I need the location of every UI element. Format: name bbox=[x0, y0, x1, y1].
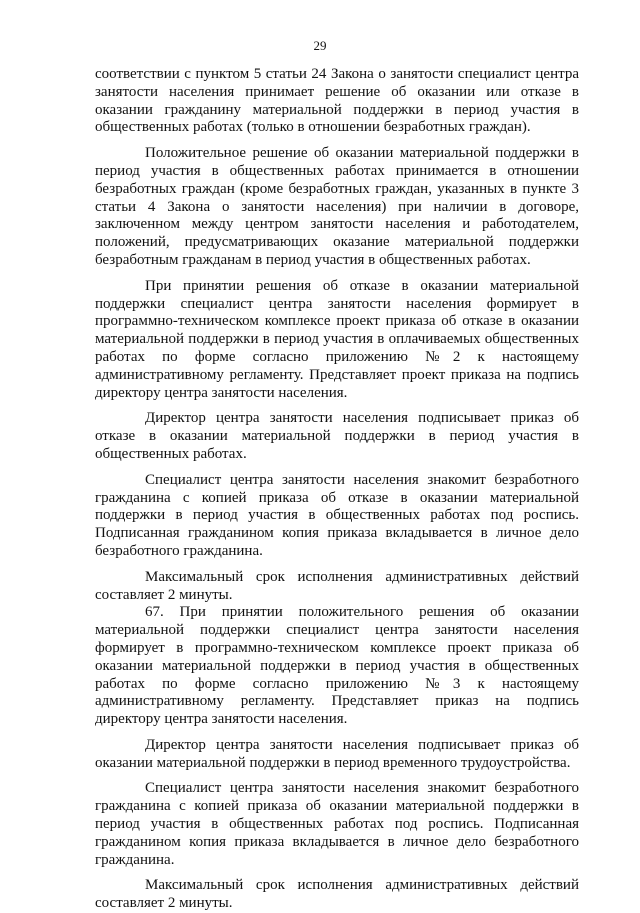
paragraph: Максимальный срок исполнения административных действий составляет 2 минуты. bbox=[95, 568, 579, 603]
paragraph: При принятии решения об отказе в оказании материальной поддержки специалист центра занятости населения формирует в программно-техническом комплексе проект приказа об отказе в оказании материальной поддержки в период участия в оплачиваемых общественных работах по форме согласно приложению №2 к настоящему административному регламенту. Представляет проект приказа на подпись директору центра занятости населения. bbox=[95, 277, 579, 401]
paragraph: Директор центра занятости населения подписывает приказ об оказании материальной поддержки в период временного трудоустройства. bbox=[95, 736, 579, 771]
paragraph: Максимальный срок исполнения административных действий составляет 2 минуты. bbox=[95, 877, 579, 912]
paragraph: Специалист центра занятости населения знакомит безработного гражданина с копией приказа об оказании материальной поддержки в период участия в общественных работах под роспись. Подписанная гражданином копия приказа вкладывается в личное дело безработного гражданина. bbox=[95, 780, 579, 868]
page-number: 29 bbox=[313, 38, 327, 53]
paragraph: Специалист центра занятости населения знакомит безработного гражданина с копией приказа об отказе в оказании материальной поддержки в период участия в общественных работах под роспись. Подписанная гражданином копия приказа вкладывается в личное дело безработного гражданина. bbox=[95, 471, 579, 559]
paragraph-67: 67. При принятии положительного решения об оказании материальной поддержки специалист центра занятости населения формирует в программно-техническом комплексе проект приказа об оказании материальной поддержки в период участия в общественных работах по форме согласно приложению №3 к настоящему административному регламенту. Представляет приказ на подпись директору центра занятости населения. bbox=[95, 604, 579, 728]
document-body bbox=[95, 66, 579, 913]
paragraph: соответствии с пунктом 5 статьи 24 Закона о занятости специалист центра занятости населения принимает решение об оказании или отказе в оказании гражданину материальной поддержки в период участия в общественных работах (только в отношении безработных граждан). bbox=[95, 66, 579, 136]
paragraph: Положительное решение об оказании материальной поддержки в период участия в общественных работах принимается в отношении безработных граждан (кроме безработных граждан, указанных в пункте 3 статьи 4 Закона о занятости населения) при наличии в договоре, заключенном между центром занятости населения и работодателем, положений, предусматривающих оказание материальной поддержки безработным гражданам в период участия в общественных работах. bbox=[95, 145, 579, 268]
paragraph: Директор центра занятости населения подписывает приказ об отказе в оказании материальной поддержки в период участия в общественных работах. bbox=[95, 410, 579, 462]
